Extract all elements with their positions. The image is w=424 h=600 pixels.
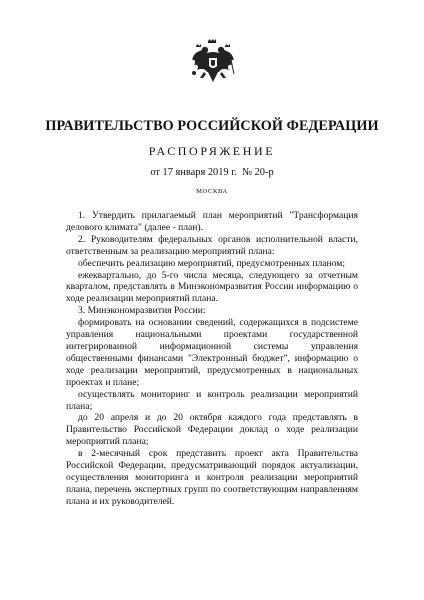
government-title: ПРАВИТЕЛЬСТВО РОССИЙСКОЙ ФЕДЕРАЦИИ (45, 118, 379, 134)
paragraph-1: 1. Утвердить прилагаемый план мероприятий "Трансформация делового климата" (далее - план). (66, 210, 358, 233)
paragraph-6: формировать на основании сведений, содержащихся в подсистеме управления национальными проектами государственной интегрированной информационной системы управления общественными финансами "Электронный бюджет", информацию о ходе реализации мероприятий, предусмотренных в национальных проектах и плане; (66, 317, 358, 388)
paragraph-5: 3. Минэкономразвития России: (78, 305, 206, 317)
paragraph-8: до 20 апреля и до 20 октября каждого года представлять в Правительство Российской Федерации доклад о ходе реализации мероприятий плана; (66, 412, 358, 448)
paragraph-4: ежеквартально, до 5-го числа месяца, следующего за отчетным кварталом, представлять в Минэкономразвития России информацию о ходе реализации мероприятий плана. (66, 269, 358, 305)
document-city: МОСКВА (196, 188, 228, 195)
document-date-number: от 17 января 2019 г. № 20-р (150, 167, 274, 178)
paragraph-7: осуществлять мониторинг и контроль реализации мероприятий плана; (66, 388, 358, 412)
document-type: РАСПОРЯЖЕНИЕ (148, 144, 276, 158)
document-body (66, 210, 358, 508)
paragraph-3: обеспечить реализацию мероприятий, предусмотренных планом; (78, 257, 346, 269)
paragraph-2: 2. Руководителям федеральных органов исполнительной власти, ответственным за реализацию мероприятий плана: (66, 233, 358, 257)
paragraph-9: в 2-месячный срок представить проект акта Правительства Российской Федерации, предусматривающий порядок актуализации, осуществления мониторинга и контроля реализации мероприятий плана, перечень экспертных групп по соответствующим направлениям плана и их руководителей. (66, 448, 358, 507)
emblem-icon (190, 38, 236, 88)
